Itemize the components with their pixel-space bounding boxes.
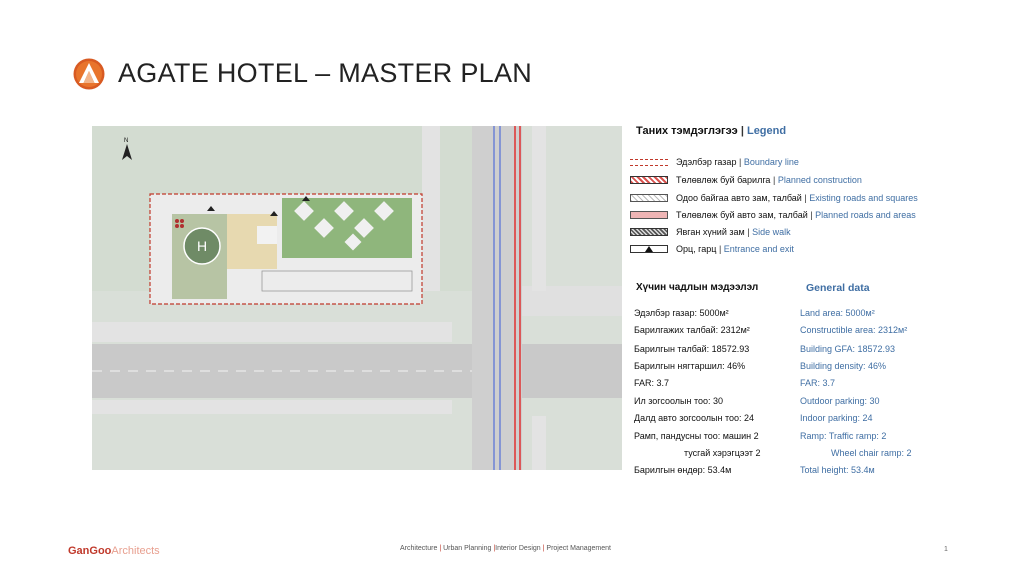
data-row-mn: FAR: 3.7 (634, 378, 670, 388)
legend-item-label-mn: Одоо байгаа авто зам, талбай (676, 193, 802, 203)
legend-item-label-mn: Төлөвлөж буй авто зам, талбай (676, 210, 808, 220)
page-number: 1 (944, 546, 948, 553)
legend-separator: | (747, 227, 750, 237)
footer-services (400, 545, 611, 552)
legend-item-label-mn: Орц, гарц (676, 244, 717, 254)
legend-item-label-mn: Төлөвлөж буй барилга (676, 175, 771, 185)
master-plan-drawing (92, 126, 622, 470)
data-row-mn: Рамп, пандусны тоо: машин 2 (634, 431, 759, 441)
data-row-mn: Далд авто зогсоолын тоо: 24 (634, 413, 754, 423)
brand-suffix: Architects (111, 545, 160, 557)
legend-item-label-en: Planned roads and areas (815, 210, 916, 220)
data-row-en: Total height: 53.4м (800, 465, 875, 475)
data-row-en: Wheel chair ramp: 2 (831, 448, 912, 458)
page-title: AGATE HOTEL – MASTER PLAN (118, 58, 533, 88)
legend-item-sidewalk (630, 227, 791, 237)
agate-logo-icon (73, 58, 105, 90)
service-urban-planning: Urban Planning (443, 545, 492, 552)
data-row-en: Constructible area: 2312м² (800, 325, 908, 335)
data-row-mn: Эдэлбэр газар: 5000м² (634, 308, 729, 318)
data-row-mn: тусгай хэрэгцээт 2 (684, 448, 761, 458)
legend-title-mn: Таних тэмдэглэгээ (636, 125, 738, 137)
legend-separator: | (718, 244, 722, 254)
entrance-triangle-icon (630, 245, 668, 253)
boundary-line-swatch (630, 159, 668, 166)
service-interior-design: Interior Design (495, 545, 541, 552)
data-row-en: Building GFA: 18572.93 (800, 344, 896, 354)
legend-separator: | (772, 175, 776, 185)
data-row-en: Indoor parking: 24 (800, 413, 873, 423)
legend-separator: | (738, 157, 742, 167)
general-data-title-mn: Хүчин чадлын мэдээлэл (636, 282, 759, 293)
legend-item-existing-roads (630, 193, 918, 203)
footer-brand (68, 545, 160, 557)
data-row-en: Outdoor parking: 30 (800, 396, 880, 406)
legend-item-label-en: Entrance and exit (723, 244, 794, 254)
data-row-en: FAR: 3.7 (800, 378, 836, 388)
data-row-mn: Ил зогсоолын тоо: 30 (634, 396, 723, 406)
legend-separator: | (810, 210, 813, 220)
svg-text:H: H (196, 238, 208, 254)
north-arrow-icon (120, 138, 134, 162)
service-project-management: Project Management (546, 545, 611, 552)
sidewalk-swatch (630, 228, 668, 236)
brand-name: GanGoo (68, 545, 112, 557)
data-row-en: Ramp: Traffic ramp: 2 (800, 431, 887, 441)
footer-separator: | (439, 545, 442, 552)
legend-item-entrance-exit (630, 244, 794, 254)
data-row-mn: Барилгын нягтаршил: 46% (634, 361, 746, 371)
data-row-en: Building density: 46% (800, 361, 887, 371)
legend-item-label-mn: Явган хүний зам (676, 227, 745, 237)
legend-separator: | (804, 193, 807, 203)
data-row-en: Land area: 5000м² (800, 308, 875, 318)
north-label: N (124, 138, 129, 144)
legend-item-label-en: Boundary line (743, 157, 799, 167)
legend-title-separator: | (740, 125, 744, 137)
general-data-title-en: General data (806, 282, 870, 294)
legend-item-planned-roads (630, 210, 916, 220)
data-row-mn: Барилгын талбай: 18572.93 (634, 344, 750, 354)
footer-separator: | (493, 545, 496, 552)
legend-item-boundary (630, 157, 799, 167)
legend-title-en: Legend (746, 125, 787, 137)
footer-separator: | (542, 545, 545, 552)
legend-title (636, 125, 786, 137)
existing-roads-swatch (630, 194, 668, 202)
data-row-mn: Барилгажих талбай: 2312м² (634, 325, 750, 335)
planned-roads-swatch (630, 211, 668, 219)
service-architecture: Architecture (400, 545, 438, 552)
legend-item-planned-construction (630, 175, 862, 185)
legend-item-label-en: Side walk (752, 227, 791, 237)
planned-construction-swatch (630, 176, 668, 184)
legend-item-label-en: Planned construction (777, 175, 862, 185)
data-row-mn: Барилгын өндөр: 53.4м (634, 465, 732, 475)
legend-item-label-en: Existing roads and squares (809, 193, 918, 203)
legend-item-label-mn: Эдэлбэр газар (676, 157, 737, 167)
